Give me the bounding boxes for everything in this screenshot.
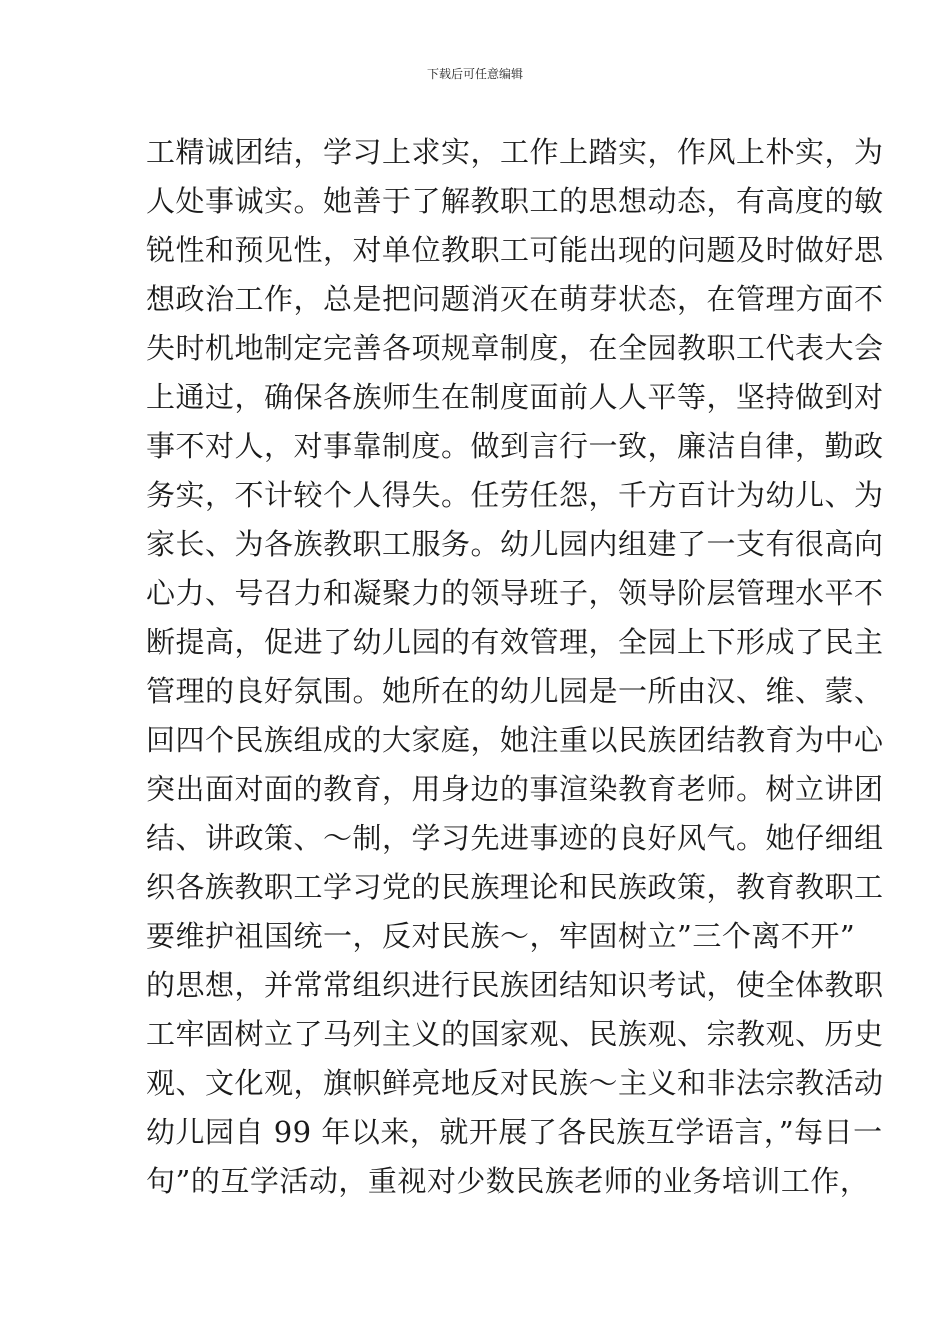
text-line: 失时机地制定完善各项规章制度，在全园教职工代表大会: [146, 331, 884, 365]
text-line: 结、讲政策、～制，学习先进事迹的良好风气。她仔细组: [146, 821, 884, 855]
text-line: 回四个民族组成的大家庭，她注重以民族团结教育为中心: [146, 723, 884, 757]
text-line: 幼儿园自 99 年以来，就开展了各民族互学语言，”每日一: [146, 1115, 883, 1149]
text-line: 工牢固树立了马列主义的国家观、民族观、宗教观、历史: [146, 1017, 884, 1051]
text-line: 观、文化观，旗帜鲜亮地反对民族～主义和非法宗教活动: [146, 1066, 884, 1100]
page-header: 下载后可任意编辑: [426, 67, 523, 81]
text-line: 管理的良好氛围。她所在的幼儿园是一所由汉、维、蒙、: [146, 674, 884, 708]
text-line: 锐性和预见性，对单位教职工可能出现的问题及时做好思: [146, 233, 884, 267]
body-text: [146, 128, 884, 1206]
text-line: 织各族教职工学习党的民族理论和民族政策，教育教职工: [146, 870, 884, 904]
text-line: 人处事诚实。她善于了解教职工的思想动态，有高度的敏: [146, 184, 884, 218]
text-line: 的思想，并常常组织进行民族团结知识考试，使全体教职: [146, 968, 884, 1002]
text-line: 想政治工作，总是把问题消灭在萌芽状态，在管理方面不: [146, 282, 884, 316]
text-line: 家长、为各族教职工服务。幼儿园内组建了一支有很高向: [146, 527, 884, 561]
text-line: 工精诚团结，学习上求实，工作上踏实，作风上朴实，为: [146, 135, 884, 169]
text-line: 心力、号召力和凝聚力的领导班子，领导阶层管理水平不: [146, 576, 884, 610]
text-line: 事不对人，对事靠制度。做到言行一致，廉洁自律，勤政: [146, 429, 884, 463]
text-line: 突出面对面的教育，用身边的事渲染教育老师。树立讲团: [146, 772, 884, 806]
text-line: 要维护祖国统一，反对民族～，牢固树立”三个离不开”: [146, 919, 856, 953]
text-line: 务实，不计较个人得失。任劳任怨，千方百计为幼儿、为: [146, 478, 884, 512]
text-line: 断提高，促进了幼儿园的有效管理，全园上下形成了民主: [146, 625, 884, 659]
text-line: 上通过，确保各族师生在制度面前人人平等，坚持做到对: [146, 380, 884, 414]
text-line: 句”的互学活动，重视对少数民族老师的业务培训工作，: [146, 1164, 870, 1198]
